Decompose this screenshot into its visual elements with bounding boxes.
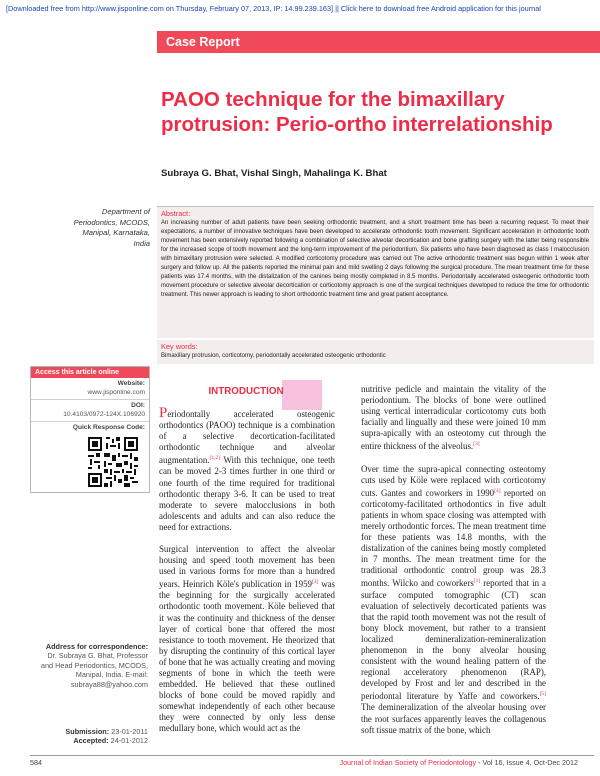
website-row <box>31 378 149 400</box>
article-title: PAOO technique for the bimaxillary protrusion: Perio-ortho interrelationship <box>161 88 553 136</box>
accepted-row <box>40 736 148 745</box>
affiliation: Department of Periodontics, MCODS, Manipal, Karnataka, India <box>73 207 150 248</box>
keywords-label: Key words: <box>161 342 198 351</box>
correspondence-block <box>40 642 148 689</box>
section-label: Case Report <box>157 31 600 53</box>
citation-link[interactable]: [1] <box>473 578 481 585</box>
website-link[interactable]: www.jisponline.com <box>87 388 145 396</box>
right-p2-text-a: Over time the supra-apical connecting osteotomy cuts used by Köle were replaced with corticotomy cuts. Gantes and coworkers in 1990 <box>361 463 546 498</box>
right-paragraph-2 <box>361 464 546 736</box>
journal-issue: - Vol 16, Issue 4, Oct-Dec 2012 <box>476 758 578 767</box>
qr-label: Quick Response Code: <box>72 424 145 431</box>
drop-cap: P <box>159 405 168 421</box>
citation-link[interactable]: [3] <box>311 579 319 586</box>
submission-label: Submission: <box>65 727 110 736</box>
correspondence-text: Dr. Subraya G. Bhat, Professor and Head Periodontics, MCODS, Manipal, India. E-mail: subraya88@yahoo.com <box>40 651 148 689</box>
accepted-date: 24-01-2012 <box>110 736 148 746</box>
keywords-text: Bimaxillary protrusion, corticotomy, periodontally accelerated osteogenic orthodontic <box>161 353 386 359</box>
footer-divider <box>30 755 594 756</box>
citation-link[interactable]: [4] <box>494 487 501 494</box>
abstract-label: Abstract: <box>161 209 191 218</box>
abstract-text: An increasing number of adult patients have been seeking orthodontic treatment, and a short treatment time has been a recurring request. To meet their expectations, a number of innovative techniques have been developed to accelerate orthodontic tooth movement. Significant acceleration in orthodontic tooth movement has been extensively reported following a combination of selective alveolar decortication and bone grafting surgery with the latter being responsible for the increased scope of tooth movement and the long-term improvement of the periodontium. Six patients who have been diagnosed as class I malocclusion with bimaxillary protrusion were selected. A modified corticotomy procedure was carried out The active orthodontic treatment was begun within 1 week after surgery and follow up. All the patients reported the minimal pain and mild swelling 2 days following the surgical procedure. The mean treatment time for these patients was 17.4 months, with the distalization of the canines being mostly completed in 8.5 months. Periodontally accelerated osteogenic orthodontic tooth movement procedure or selective alveolar decortication or corticotomy approach is one of the surgical techniques developed to reduce the time for orthodontic treatment. This newer approach is leading to short orthodontic treatment time and great patient acceptance. <box>161 220 589 298</box>
qr-code-icon[interactable] <box>88 437 138 487</box>
right-paragraph-1 <box>361 384 546 453</box>
accepted-label: Accepted: <box>73 736 109 746</box>
intro-p1-text: eriodontally accelerated osteogenic orthodontics (PAOO) technique is a combination of a selective decortication-facilitated orthodontic technique and alveolar augmentation. <box>159 409 335 466</box>
intro-p2-tail: was the beginning for the surgically accelerated orthodontic tooth movement. Köle believed that it was the continuity and thickness of the denser layer of cortical bone that offered the most resistance to tooth movement. He theorized that by disrupting the continuity of this cortical layer of bone that he was actually creating and moving segments of bone in which the teeth were embedded. He believed that these outlined blocks of bone could be moved rapidly and somewhat independently of each other because they were connected by only less dense medullary bone, which would act as the <box>159 579 335 734</box>
journal-footer <box>339 758 578 767</box>
introduction-heading: INTRODUCTION <box>208 386 284 397</box>
right-p2-text-d: The demineralization of the alveolar housing over the root surfaces apparently leaves the collagenous soft tissue matrix of the bone, which <box>361 702 546 735</box>
right-column <box>361 384 546 736</box>
intro-paragraph-1 <box>159 405 335 533</box>
intro-p2-text: Surgical intervention to affect the alveolar housing and speed tooth movement has been used in various forms for more than a hundred years. Heinrich Köle's publication in 1959 <box>159 544 335 590</box>
right-p2-text-c: reported that in a surface computed tomographic (CT) scan evaluation of selectively decorticated patients was that the rapid tooth movement was not the result of bony block movement, but rather to a transient localized demineralization-remineralization phenomenon in the bony alveolar housing consistent with the wound healing pattern of the regional acceleratory phenomenon (RAP), developed by Frost and ler and described in the periodontal literature by Yaffe and coworkers. <box>361 578 546 702</box>
intro-p1-tail: With this technique, one teeth can be moved 2-3 times further in one third or one fourth of the time required for traditional orthodontic therapy 3-6. It can be used to treat moderate to severe malocclusions in both adolescents and adults and can also reduce the need for extractions. <box>159 455 335 532</box>
download-banner[interactable]: [Downloaded free from http://www.jisponline.com on Thursday, February 07, 2013, IP: 14.99.239.163] || Click here to download free Android application for this journal <box>6 4 541 13</box>
journal-name: Journal of Indian Society of Periodontology <box>339 758 477 767</box>
left-column <box>159 405 335 735</box>
citation-link[interactable]: [3] <box>473 441 480 448</box>
right-p2-text-b: reported on corticotomy-facilitated orthodontics in five adult patients in whom space closing was attempted with merely orthodontic forces. The mean treatment time for these patients was 14.8 months, with the distalization of the canines being mostly completed in 7 months. The mean treatment time for the traditional orthodontic control group was 28.3 months. Wilcko and coworkers <box>361 487 546 589</box>
citation-link[interactable]: [1,2] <box>209 455 221 462</box>
keywords-box <box>157 340 594 364</box>
submission-date: 23-01-2011 <box>111 727 148 736</box>
access-header: Access this article online <box>31 367 149 378</box>
correspondence-label: Address for correspondence: <box>45 642 148 651</box>
page-number: 584 <box>30 758 42 767</box>
doi-row <box>31 400 149 422</box>
intro-paragraph-2 <box>159 544 335 735</box>
doi-value[interactable]: 10.4103/0972-124X.106920 <box>63 410 145 418</box>
right-p1-text: nutritive pedicle and maintain the vitality of the periodontium. The blocks of bone were outlined using vertical interradicular corticotomy cuts both facially and lingually and these were joined 10 mm supra-apically with an osteotomy cut through the entire thickness of the alveolus. <box>361 384 546 452</box>
authors: Subraya G. Bhat, Vishal Singh, Mahalinga K. Bhat <box>161 168 387 179</box>
dates-block <box>40 727 148 746</box>
website-label: Website: <box>117 380 145 387</box>
access-article-box <box>30 366 150 493</box>
abstract-box <box>157 206 594 338</box>
submission-row <box>40 727 148 736</box>
citation-link[interactable]: [5] <box>539 691 546 698</box>
doi-label: DOI: <box>131 402 145 409</box>
